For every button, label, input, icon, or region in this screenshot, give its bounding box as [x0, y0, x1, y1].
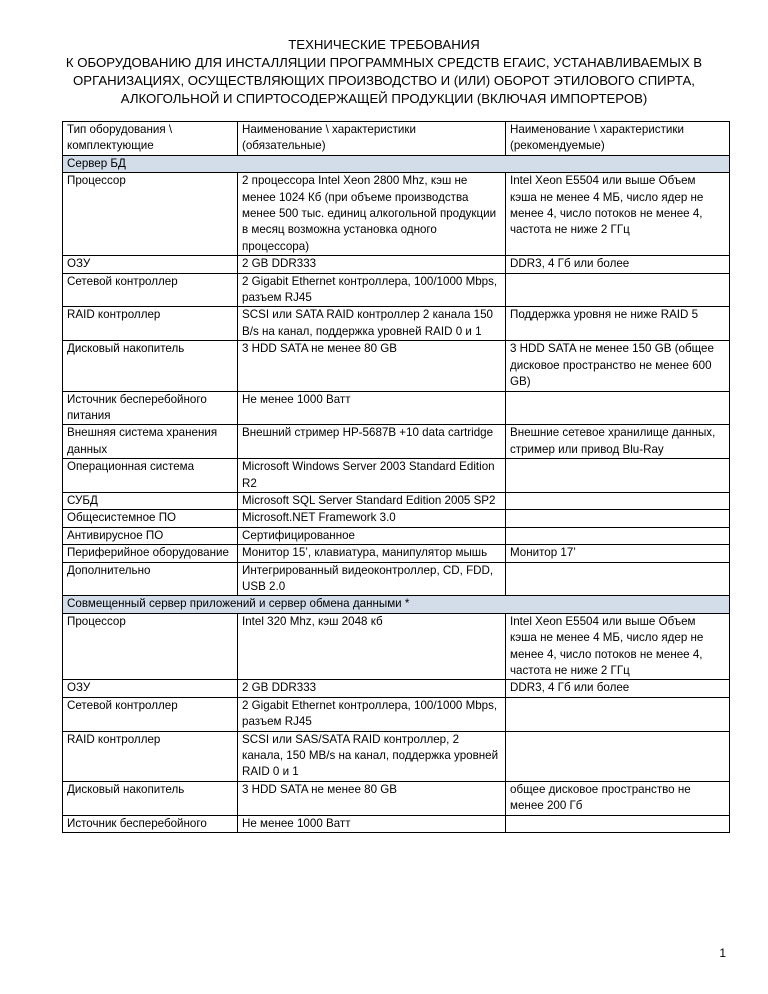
cell-required: Microsoft.NET Framework 3.0: [238, 510, 506, 527]
table-row: [63, 341, 730, 391]
document-title: [50, 36, 718, 108]
cell-equipment-type: Внешняя система хранения данных: [63, 425, 238, 459]
table-row: [63, 256, 730, 273]
section-title: Совмещенный сервер приложений и сервер обмена данными *: [63, 596, 730, 613]
cell-equipment-type: Процессор: [63, 613, 238, 680]
cell-required: SCSI или SATA RAID контроллер 2 канала 150 В/s на канал, поддержка уровней RAID 0 и 1: [238, 307, 506, 341]
table-row: [63, 173, 730, 256]
cell-recommended: [506, 731, 730, 781]
table-row: [63, 731, 730, 781]
title-line: ОРГАНИЗАЦИЯХ, ОСУЩЕСТВЛЯЮЩИХ ПРОИЗВОДСТВО И (ИЛИ) ОБОРОТ ЭТИЛОВОГО СПИРТА,: [73, 73, 695, 88]
table-row: [63, 527, 730, 544]
cell-required: SCSI или SAS/SATA RAID контроллер, 2 канала, 150 MB/s на канал, поддержка уровней RAID 0 и 1: [238, 731, 506, 781]
cell-required: Монитор 15’, клавиатура, манипулятор мышь: [238, 545, 506, 562]
cell-equipment-type: RAID контроллер: [63, 731, 238, 781]
table-row: [63, 273, 730, 307]
page-number: 1: [719, 946, 726, 960]
cell-recommended: Поддержка уровня не ниже RAID 5: [506, 307, 730, 341]
header-equipment-type: Тип оборудования \ комплектующие: [63, 122, 238, 156]
cell-equipment-type: ОЗУ: [63, 680, 238, 697]
cell-equipment-type: Источник бесперебойного питания: [63, 391, 238, 425]
table-row: [63, 459, 730, 493]
cell-equipment-type: Периферийное оборудование: [63, 545, 238, 562]
cell-equipment-type: Дополнительно: [63, 562, 238, 596]
cell-recommended: Intel Xeon E5504 или выше Объем кэша не менее 4 МБ, число ядер не менее 4, число потоков не менее 4, частота не ниже 2 ГГц: [506, 173, 730, 256]
cell-equipment-type: СУБД: [63, 492, 238, 509]
table-row: [63, 391, 730, 425]
cell-recommended: DDR3, 4 Гб или более: [506, 256, 730, 273]
cell-recommended: [506, 562, 730, 596]
cell-recommended: [506, 527, 730, 544]
section-header-row: [63, 155, 730, 172]
cell-equipment-type: Общесистемное ПО: [63, 510, 238, 527]
cell-required: Внешний стример HP-5687B +10 data cartridge: [238, 425, 506, 459]
cell-equipment-type: RAID контроллер: [63, 307, 238, 341]
table-row: [63, 307, 730, 341]
section-title: Сервер БД: [63, 155, 730, 172]
cell-required: Microsoft SQL Server Standard Edition 2005 SP2: [238, 492, 506, 509]
cell-equipment-type: ОЗУ: [63, 256, 238, 273]
cell-recommended: общее дисковое пространство не менее 200 Гб: [506, 781, 730, 815]
cell-required: Сертифицированное: [238, 527, 506, 544]
cell-required: 2 GB DDR333: [238, 680, 506, 697]
cell-recommended: [506, 492, 730, 509]
table-row: [63, 815, 730, 832]
cell-equipment-type: Дисковый накопитель: [63, 781, 238, 815]
table-row: [63, 697, 730, 731]
section-header-row: [63, 596, 730, 613]
cell-equipment-type: Дисковый накопитель: [63, 341, 238, 391]
title-line: К ОБОРУДОВАНИЮ ДЛЯ ИНСТАЛЛЯЦИИ ПРОГРАММНЫХ СРЕДСТВ ЕГАИС, УСТАНАВЛИВАЕМЫХ В: [65, 55, 703, 70]
table-row: [63, 510, 730, 527]
cell-recommended: Внешние сетевое хранилище данных, стример или привод Blu-Ray: [506, 425, 730, 459]
table-header-row: [63, 122, 730, 156]
cell-recommended: [506, 391, 730, 425]
cell-recommended: [506, 459, 730, 493]
cell-recommended: [506, 273, 730, 307]
cell-required: Intel 320 Mhz, кэш 2048 кб: [238, 613, 506, 680]
cell-required: 2 Gigabit Ethernet контроллера, 100/1000 Mbps, разъем RJ45: [238, 273, 506, 307]
cell-equipment-type: Источник бесперебойного: [63, 815, 238, 832]
cell-equipment-type: Сетевой контроллер: [63, 273, 238, 307]
cell-required: Интегрированный видеоконтроллер, CD, FDD, USB 2.0: [238, 562, 506, 596]
cell-recommended: [506, 510, 730, 527]
cell-equipment-type: Сетевой контроллер: [63, 697, 238, 731]
cell-required: Не менее 1000 Ватт: [238, 391, 506, 425]
title-line: АЛКОГОЛЬНОЙ И СПИРТОСОДЕРЖАЩЕЙ ПРОДУКЦИИ (ВКЛЮЧАЯ ИМПОРТЕРОВ): [120, 91, 648, 106]
cell-recommended: DDR3, 4 Гб или более: [506, 680, 730, 697]
cell-recommended: Intel Xeon E5504 или выше Объем кэша не менее 4 МБ, число ядер не менее 4, число потоков не менее 4, частота не ниже 2 ГГц: [506, 613, 730, 680]
header-recommended: Наименование \ характеристики (рекомендуемые): [506, 122, 730, 156]
cell-required: 2 Gigabit Ethernet контроллера, 100/1000 Mbps, разъем RJ45: [238, 697, 506, 731]
cell-required: Не менее 1000 Ватт: [238, 815, 506, 832]
title-line: ТЕХНИЧЕСКИЕ ТРЕБОВАНИЯ: [288, 37, 480, 52]
cell-recommended: Монитор 17’: [506, 545, 730, 562]
cell-required: 2 процессора Intel Xeon 2800 Mhz, кэш не менее 1024 Кб (при объеме производства менее 500 тыс. единиц алкогольной продукции в месяц возможна установка одного процессора): [238, 173, 506, 256]
table-row: [63, 781, 730, 815]
cell-recommended: 3 HDD SATA не менее 150 GB (общее дисковое пространство не менее 600 GB): [506, 341, 730, 391]
cell-equipment-type: Антивирусное ПО: [63, 527, 238, 544]
table-row: [63, 613, 730, 680]
table-row: [63, 425, 730, 459]
header-required: Наименование \ характеристики (обязательные): [238, 122, 506, 156]
cell-equipment-type: Процессор: [63, 173, 238, 256]
table-row: [63, 680, 730, 697]
cell-required: Microsoft Windows Server 2003 Standard Edition R2: [238, 459, 506, 493]
cell-recommended: [506, 815, 730, 832]
table-row: [63, 492, 730, 509]
cell-required: 3 HDD SATA не менее 80 GB: [238, 781, 506, 815]
requirements-table: [62, 121, 730, 833]
cell-required: 2 GB DDR333: [238, 256, 506, 273]
cell-equipment-type: Операционная система: [63, 459, 238, 493]
table-row: [63, 562, 730, 596]
cell-recommended: [506, 697, 730, 731]
cell-required: 3 HDD SATA не менее 80 GB: [238, 341, 506, 391]
table-row: [63, 545, 730, 562]
